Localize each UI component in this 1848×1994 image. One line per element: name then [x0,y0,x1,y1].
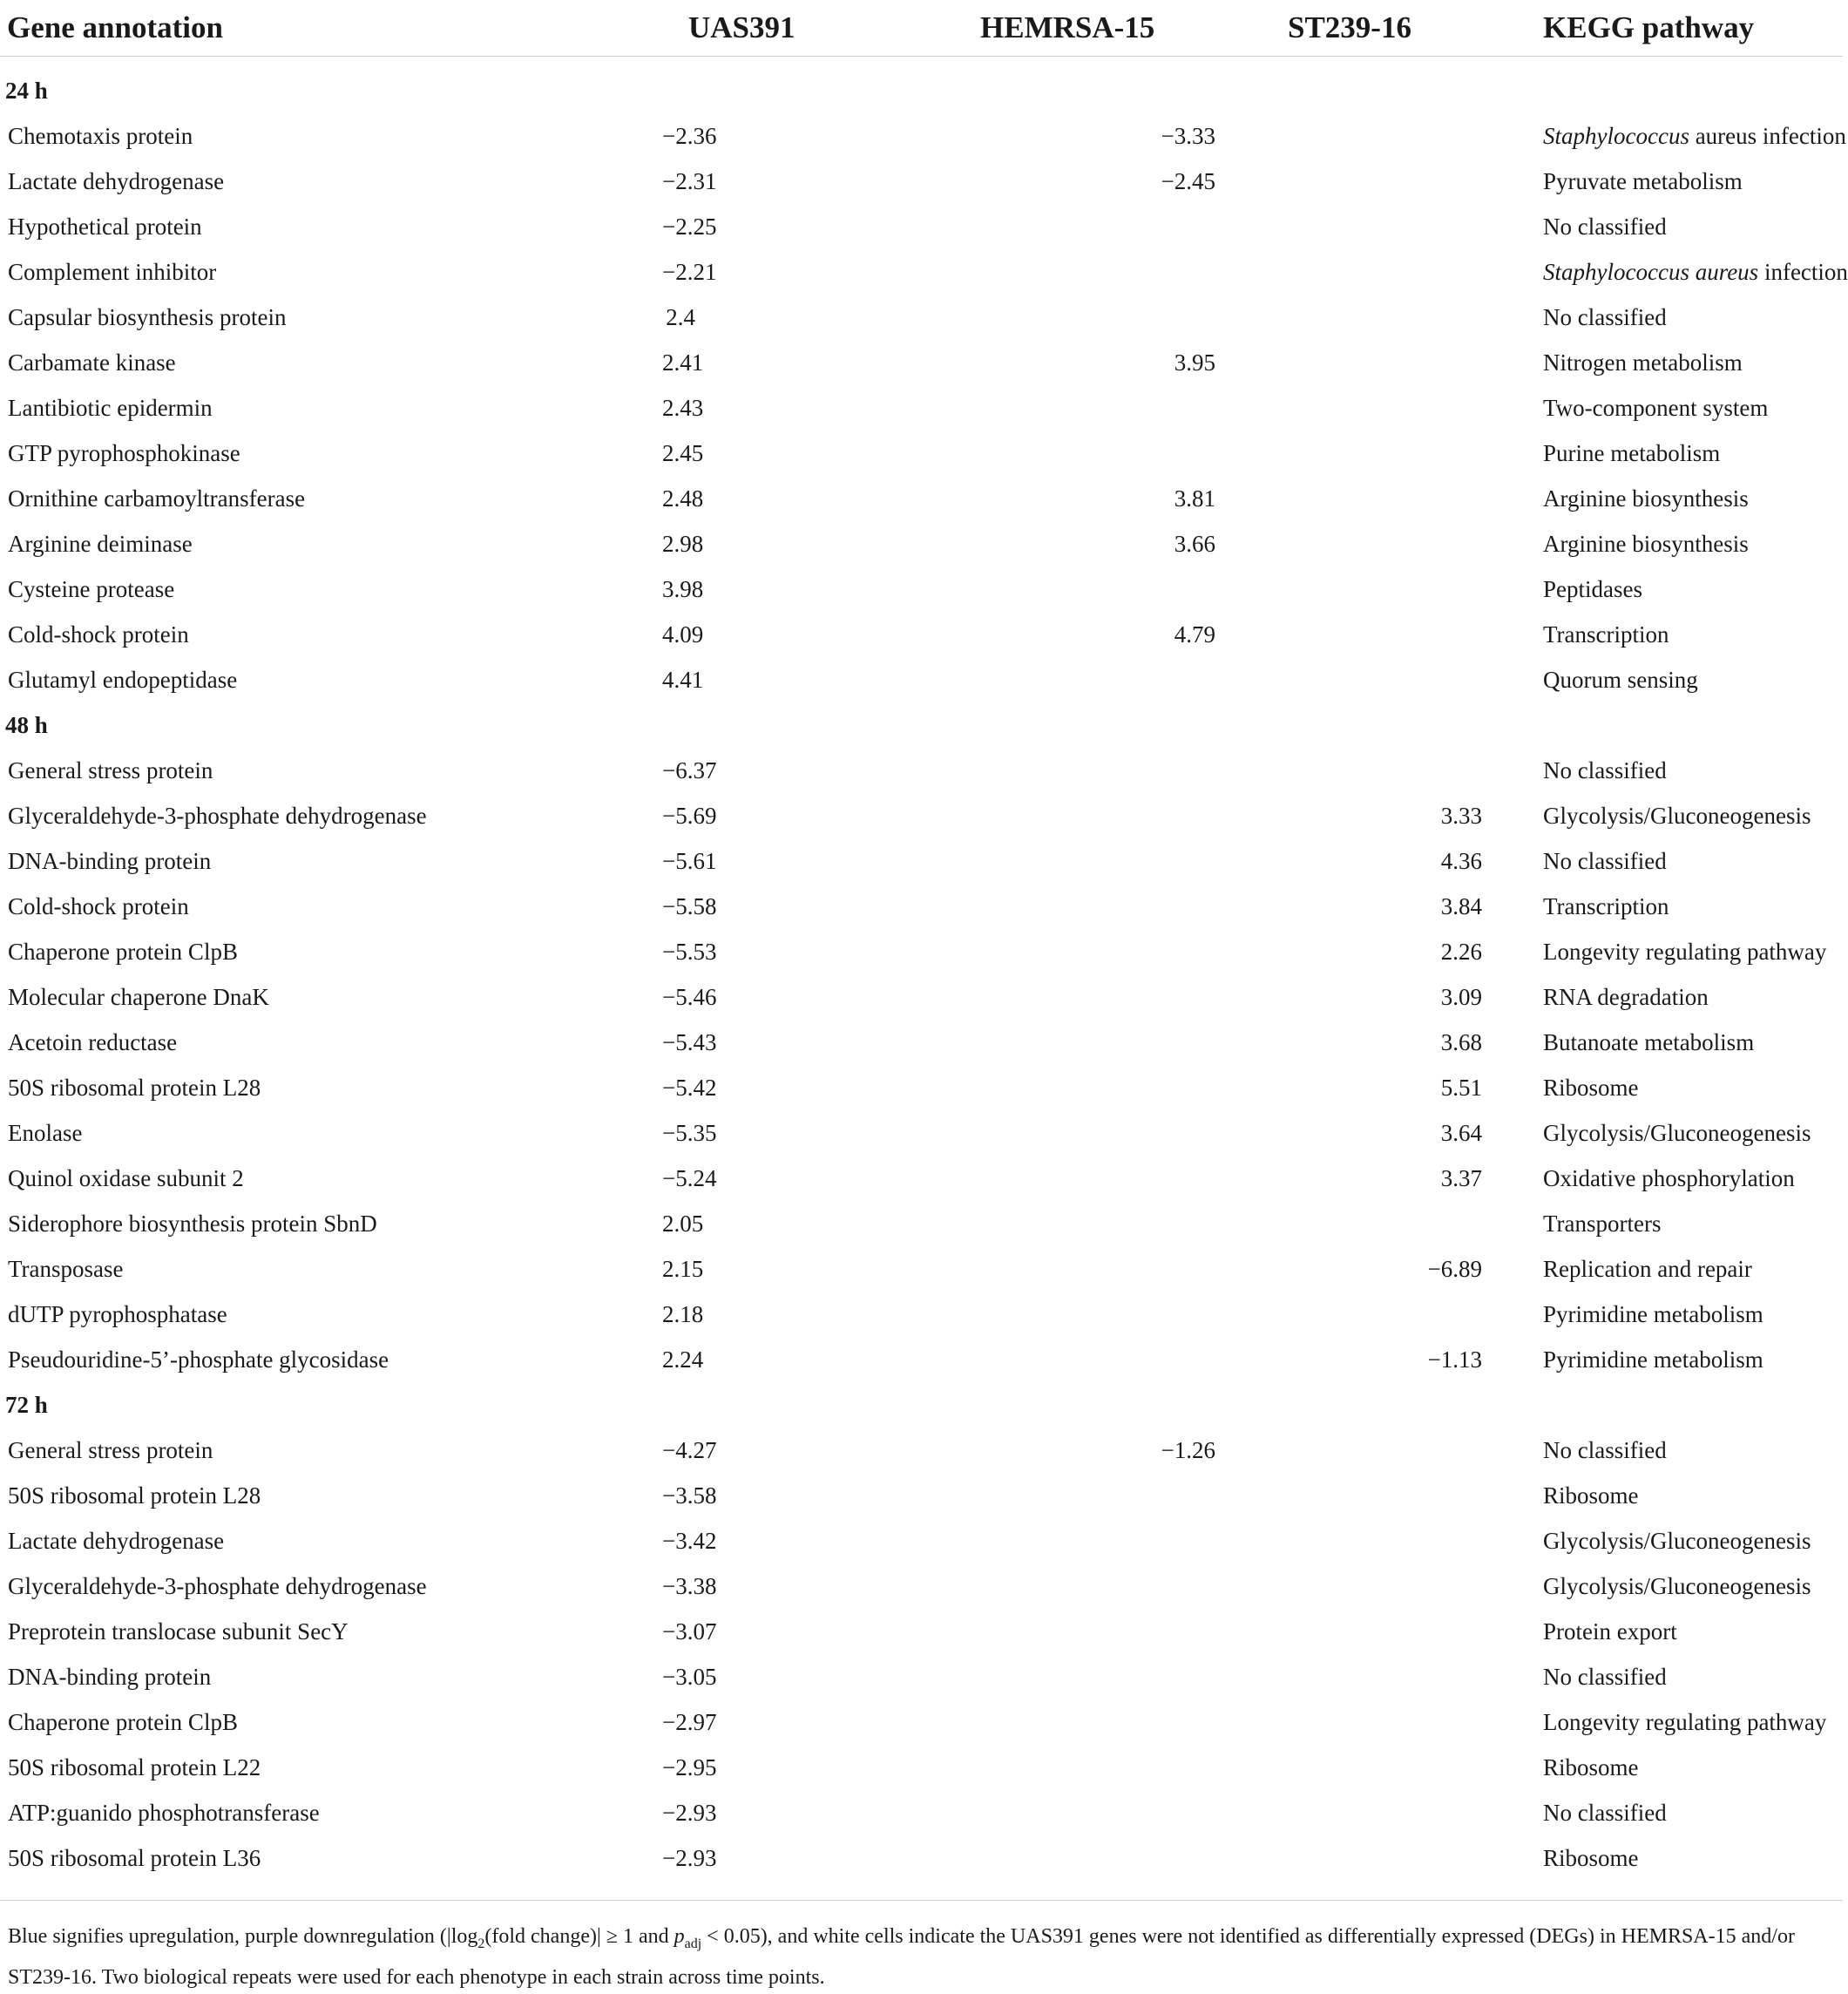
table-row [0,1246,1843,1292]
cell-st23916 [1288,385,1543,431]
cell-uas391: 2.43 [662,394,704,421]
cell-gene-annotation: GTP pyrophosphokinase [8,439,240,466]
table-row [0,1518,1843,1563]
table-row [0,1110,1843,1156]
cell-st23916 [1288,113,1543,159]
table-row [0,113,1843,159]
cell-gene-annotation: Hypothetical protein [8,213,202,240]
cell-st23916 [1288,1201,1543,1246]
cell-uas391: −2.31 [662,167,717,194]
cell-hemrsa15 [980,566,1288,612]
cell-uas391: −5.42 [662,1074,717,1101]
table-row [0,295,1843,340]
table-body [0,57,1848,1882]
cell-hemrsa15 [980,204,1288,249]
cell-hemrsa15: 4.79 [1174,621,1215,648]
kegg-text: No classified [1543,303,1667,330]
cell-uas391: 2.41 [662,349,704,376]
cell-st23916: 3.68 [1440,1028,1482,1055]
cell-uas391: −3.58 [662,1482,717,1509]
cell-hemrsa15 [980,1790,1288,1835]
cell-kegg-pathway [1543,929,1843,974]
cell-gene-annotation: 50S ribosomal protein L28 [8,1482,261,1509]
table-row [0,566,1843,612]
cell-gene-annotation: Lactate dehydrogenase [8,167,225,194]
cell-hemrsa15 [980,1473,1288,1518]
cell-kegg-pathway [1543,1428,1843,1473]
kegg-text: Longevity regulating pathway [1543,938,1827,965]
kegg-text: aureus infection [1689,122,1846,149]
table-row [0,476,1843,521]
cell-hemrsa15: −3.33 [1161,122,1215,149]
kegg-text: Ribosome [1543,1074,1639,1101]
cell-st23916: −1.13 [1427,1346,1482,1373]
cell-gene-annotation: DNA-binding protein [8,847,212,874]
table-row [0,1654,1843,1699]
cell-uas391: 2.4 [666,303,695,330]
kegg-text: Transporters [1543,1210,1662,1237]
cell-uas391: 4.41 [662,666,704,693]
table-row [0,838,1843,884]
section-label: 48 h [5,711,48,738]
kegg-text: No classified [1543,847,1667,874]
cell-gene-annotation: Capsular biosynthesis protein [8,303,287,330]
cell-hemrsa15 [980,1110,1288,1156]
table-row [0,1790,1843,1835]
cell-kegg-pathway [1543,1020,1843,1065]
cell-kegg-pathway [1543,1609,1843,1654]
section-row [0,1382,1843,1428]
cell-kegg-pathway [1543,476,1843,521]
cell-uas391: −5.43 [662,1028,717,1055]
cell-hemrsa15 [980,884,1288,929]
table-row [0,521,1843,566]
table-row [0,884,1843,929]
cell-hemrsa15 [980,1065,1288,1110]
cell-hemrsa15 [980,1654,1288,1699]
cell-gene-annotation: 50S ribosomal protein L22 [8,1753,261,1780]
footnote-part1: Blue signifies upregulation, purple downregulation (|log [8,1925,478,1948]
cell-st23916: 4.36 [1440,847,1482,874]
kegg-text: Nitrogen metabolism [1543,349,1743,376]
table-row [0,1699,1843,1745]
cell-st23916 [1288,1292,1543,1337]
cell-hemrsa15 [980,1337,1288,1382]
cell-gene-annotation: ATP:guanido phosphotransferase [8,1799,320,1826]
kegg-italic-part: Staphylococcus [1543,122,1689,149]
kegg-text: Glycolysis/Gluconeogenesis [1543,1572,1811,1599]
kegg-text: Glycolysis/Gluconeogenesis [1543,802,1811,829]
cell-st23916 [1288,1563,1543,1609]
kegg-text: Pyrimidine metabolism [1543,1346,1763,1373]
cell-uas391: −5.35 [662,1119,717,1146]
cell-kegg-pathway [1543,521,1843,566]
kegg-text: Ribosome [1543,1753,1639,1780]
cell-gene-annotation: Lactate dehydrogenase [8,1527,225,1554]
cell-kegg-pathway [1543,974,1843,1020]
cell-hemrsa15 [980,1745,1288,1790]
kegg-text: Glycolysis/Gluconeogenesis [1543,1527,1811,1554]
kegg-text: Longevity regulating pathway [1543,1708,1827,1735]
cell-st23916 [1288,1790,1543,1835]
cell-uas391: −3.38 [662,1572,717,1599]
cell-kegg-pathway [1543,566,1843,612]
cell-hemrsa15 [980,1292,1288,1337]
cell-uas391: 2.24 [662,1346,704,1373]
cell-gene-annotation: Transposase [8,1255,124,1282]
footnote-part2: (fold change)| ≥ 1 and [484,1925,674,1948]
cell-st23916 [1288,476,1543,521]
cell-hemrsa15 [980,385,1288,431]
cell-st23916 [1288,204,1543,249]
cell-gene-annotation: Cold-shock protein [8,621,189,648]
kegg-text: Purine metabolism [1543,439,1721,466]
table-row [0,974,1843,1020]
kegg-text: RNA degradation [1543,983,1709,1010]
cell-hemrsa15 [980,1246,1288,1292]
cell-kegg-pathway [1543,1473,1843,1518]
kegg-text: Two-component system [1543,394,1769,421]
cell-hemrsa15 [980,1563,1288,1609]
header-row [0,0,1843,57]
cell-hemrsa15: −1.26 [1161,1436,1215,1463]
cell-kegg-pathway [1543,295,1843,340]
cell-gene-annotation: Chemotaxis protein [8,122,193,149]
header-kegg-pathway: KEGG pathway [1543,0,1843,57]
cell-kegg-pathway [1543,838,1843,884]
cell-uas391: 2.18 [662,1300,704,1327]
cell-uas391: −2.95 [662,1753,717,1780]
cell-kegg-pathway [1543,1201,1843,1246]
cell-uas391: −2.36 [662,122,717,149]
table-row [0,204,1843,249]
cell-uas391: −2.97 [662,1708,717,1735]
cell-uas391: −5.61 [662,847,717,874]
cell-hemrsa15 [980,431,1288,476]
cell-gene-annotation: Glutamyl endopeptidase [8,666,238,693]
kegg-text: Pyruvate metabolism [1543,167,1743,194]
table-row [0,1156,1843,1201]
kegg-text: Protein export [1543,1618,1677,1645]
cell-gene-annotation: Siderophore biosynthesis protein SbnD [8,1210,377,1237]
cell-kegg-pathway [1543,884,1843,929]
kegg-italic-part: Staphylococcus aureus [1543,258,1759,285]
kegg-text: No classified [1543,1799,1667,1826]
cell-gene-annotation: 50S ribosomal protein L28 [8,1074,261,1101]
kegg-text: No classified [1543,213,1667,240]
kegg-text: Glycolysis/Gluconeogenesis [1543,1119,1811,1146]
table-row [0,1563,1843,1609]
cell-st23916 [1288,1428,1543,1473]
cell-uas391: 2.45 [662,439,704,466]
cell-st23916: 3.64 [1440,1119,1482,1146]
table-row [0,1835,1843,1881]
cell-gene-annotation: DNA-binding protein [8,1663,212,1690]
cell-st23916 [1288,295,1543,340]
cell-kegg-pathway [1543,1337,1843,1382]
cell-st23916 [1288,612,1543,657]
cell-uas391: −3.42 [662,1527,717,1554]
cell-kegg-pathway [1543,1563,1843,1609]
cell-kegg-pathway [1543,748,1843,793]
cell-gene-annotation: 50S ribosomal protein L36 [8,1844,261,1871]
cell-uas391: −2.93 [662,1799,717,1826]
table-row [0,1337,1843,1382]
kegg-text: Transcription [1543,892,1669,919]
table-row [0,159,1843,204]
cell-uas391: −5.53 [662,938,717,965]
kegg-text: Butanoate metabolism [1543,1028,1755,1055]
cell-kegg-pathway [1543,204,1843,249]
cell-kegg-pathway [1543,431,1843,476]
cell-hemrsa15 [980,1609,1288,1654]
table-row [0,1609,1843,1654]
cell-gene-annotation: Quinol oxidase subunit 2 [8,1164,244,1191]
cell-gene-annotation: General stress protein [8,756,213,783]
kegg-text: No classified [1543,1663,1667,1690]
cell-gene-annotation: dUTP pyrophosphatase [8,1300,227,1327]
cell-hemrsa15 [980,838,1288,884]
header-uas391: UAS391 [662,0,980,57]
cell-kegg-pathway [1543,385,1843,431]
cell-uas391: 4.09 [662,621,704,648]
cell-kegg-pathway [1543,1110,1843,1156]
table-row [0,929,1843,974]
cell-gene-annotation: Chaperone protein ClpB [8,938,238,965]
cell-st23916: 5.51 [1440,1074,1482,1101]
cell-st23916 [1288,657,1543,702]
cell-uas391: −3.07 [662,1618,717,1645]
cell-st23916: 3.37 [1440,1164,1482,1191]
cell-uas391: −2.21 [662,258,717,285]
table-row [0,1292,1843,1337]
cell-kegg-pathway [1543,1699,1843,1745]
cell-st23916: −6.89 [1427,1255,1482,1282]
cell-hemrsa15: 3.81 [1174,485,1215,512]
cell-st23916 [1288,521,1543,566]
cell-st23916 [1288,340,1543,385]
cell-kegg-pathway [1543,793,1843,838]
cell-gene-annotation: Ornithine carbamoyltransferase [8,485,306,512]
table-row [0,748,1843,793]
cell-gene-annotation: Arginine deiminase [8,530,193,557]
cell-kegg-pathway [1543,340,1843,385]
cell-st23916 [1288,1835,1543,1881]
footnote-sub-adj: adj [684,1936,702,1951]
cell-st23916 [1288,159,1543,204]
cell-hemrsa15 [980,1020,1288,1065]
cell-st23916 [1288,1699,1543,1745]
cell-hemrsa15 [980,1835,1288,1881]
section-row [0,68,1843,113]
cell-uas391: 2.15 [662,1255,704,1282]
cell-hemrsa15 [980,1699,1288,1745]
kegg-text: Transcription [1543,621,1669,648]
cell-kegg-pathway [1543,1246,1843,1292]
table-row [0,612,1843,657]
kegg-text: Replication and repair [1543,1255,1752,1282]
cell-hemrsa15 [980,1201,1288,1246]
cell-gene-annotation: Chaperone protein ClpB [8,1708,238,1735]
cell-hemrsa15 [980,929,1288,974]
cell-uas391: −2.25 [662,213,717,240]
cell-hemrsa15 [980,249,1288,295]
cell-kegg-pathway [1543,249,1848,295]
cell-hemrsa15 [980,1156,1288,1201]
cell-uas391: 2.98 [662,530,704,557]
kegg-text: Ribosome [1543,1482,1639,1509]
cell-gene-annotation: Preprotein translocase subunit SecY [8,1618,349,1645]
cell-st23916: 3.09 [1440,983,1482,1010]
cell-kegg-pathway [1543,1790,1843,1835]
kegg-text: No classified [1543,1436,1667,1463]
cell-kegg-pathway [1543,657,1843,702]
kegg-text: Arginine biosynthesis [1543,530,1749,557]
cell-st23916 [1288,566,1543,612]
cell-hemrsa15 [980,1518,1288,1563]
cell-uas391: −2.93 [662,1844,717,1871]
cell-st23916 [1288,249,1543,295]
cell-uas391: −5.58 [662,892,717,919]
kegg-text: Ribosome [1543,1844,1639,1871]
cell-uas391: 3.98 [662,575,704,602]
cell-kegg-pathway [1543,1065,1843,1110]
cell-st23916: 3.84 [1440,892,1482,919]
cell-st23916 [1288,431,1543,476]
cell-gene-annotation: Pseudouridine-5’-phosphate glycosidase [8,1346,389,1373]
table-row [0,385,1843,431]
cell-gene-annotation: Glyceraldehyde-3-phosphate dehydrogenase [8,802,427,829]
kegg-text: Arginine biosynthesis [1543,485,1749,512]
footnote-part3: < 0.05), and white cells indicate the UAS391 genes were not identified as differentially expressed (DEGs) in HEMRSA-15 and/or ST239-16. Two biological repeats were used for each phenotype in each strain across time points. [8,1925,1795,1989]
cell-kegg-pathway [1543,159,1843,204]
section-label: 24 h [5,77,48,104]
cell-st23916 [1288,1518,1543,1563]
kegg-text: Quorum sensing [1543,666,1698,693]
table-row [0,249,1843,295]
table-row [0,1428,1843,1473]
cell-hemrsa15 [980,295,1288,340]
cell-uas391: −6.37 [662,756,717,783]
table-row [0,431,1843,476]
cell-uas391: −5.69 [662,802,717,829]
table-row [0,1020,1843,1065]
header-hemrsa15: HEMRSA-15 [980,0,1288,57]
cell-gene-annotation: Molecular chaperone DnaK [8,983,269,1010]
cell-uas391: −5.24 [662,1164,717,1191]
cell-gene-annotation: Enolase [8,1119,83,1146]
table-row [0,793,1843,838]
cell-hemrsa15: −2.45 [1161,167,1215,194]
cell-hemrsa15: 3.95 [1174,349,1215,376]
cell-st23916 [1288,1654,1543,1699]
footnote-p: p [674,1925,685,1948]
cell-gene-annotation: General stress protein [8,1436,213,1463]
cell-kegg-pathway [1543,1292,1843,1337]
table-row [0,340,1843,385]
cell-hemrsa15: 3.66 [1174,530,1215,557]
cell-kegg-pathway [1543,113,1846,159]
cell-st23916: 2.26 [1440,938,1482,965]
cell-st23916 [1288,748,1543,793]
table-footnote [0,1900,1843,1994]
cell-st23916 [1288,1609,1543,1654]
header-spacer [0,57,1843,69]
table-row [0,1473,1843,1518]
cell-hemrsa15 [980,657,1288,702]
cell-st23916 [1288,1745,1543,1790]
cell-hemrsa15 [980,748,1288,793]
cell-kegg-pathway [1543,1156,1843,1201]
cell-gene-annotation: Cold-shock protein [8,892,189,919]
cell-kegg-pathway [1543,612,1843,657]
cell-kegg-pathway [1543,1745,1843,1790]
table-row [0,1745,1843,1790]
cell-hemrsa15 [980,974,1288,1020]
table-header [0,0,1843,57]
table-row [0,1201,1843,1246]
kegg-text: No classified [1543,756,1667,783]
cell-uas391: 2.48 [662,485,704,512]
kegg-text: Pyrimidine metabolism [1543,1300,1763,1327]
kegg-text: infection [1758,258,1848,285]
cell-gene-annotation: Cysteine protease [8,575,175,602]
table-row [0,1065,1843,1110]
cell-gene-annotation: Glyceraldehyde-3-phosphate dehydrogenase [8,1572,427,1599]
header-gene-annotation: Gene annotation [0,0,662,57]
section-row [0,702,1843,748]
cell-kegg-pathway [1543,1518,1843,1563]
header-st23916: ST239-16 [1288,0,1543,57]
cell-kegg-pathway [1543,1654,1843,1699]
footnote-sub-log-base: 2 [477,1936,485,1951]
kegg-text: Oxidative phosphorylation [1543,1164,1795,1191]
cell-hemrsa15 [980,793,1288,838]
cell-gene-annotation: Acetoin reductase [8,1028,178,1055]
cell-uas391: 2.05 [662,1210,704,1237]
cell-gene-annotation: Complement inhibitor [8,258,217,285]
cell-st23916: 3.33 [1440,802,1482,829]
table-row [0,657,1843,702]
cell-uas391: −4.27 [662,1436,717,1463]
cell-uas391: −3.05 [662,1663,717,1690]
cell-uas391: −5.46 [662,983,717,1010]
cell-gene-annotation: Carbamate kinase [8,349,176,376]
kegg-text: Peptidases [1543,575,1642,602]
section-label: 72 h [5,1391,48,1418]
cell-kegg-pathway [1543,1835,1843,1881]
cell-st23916 [1288,1473,1543,1518]
cell-gene-annotation: Lantibiotic epidermin [8,394,213,421]
